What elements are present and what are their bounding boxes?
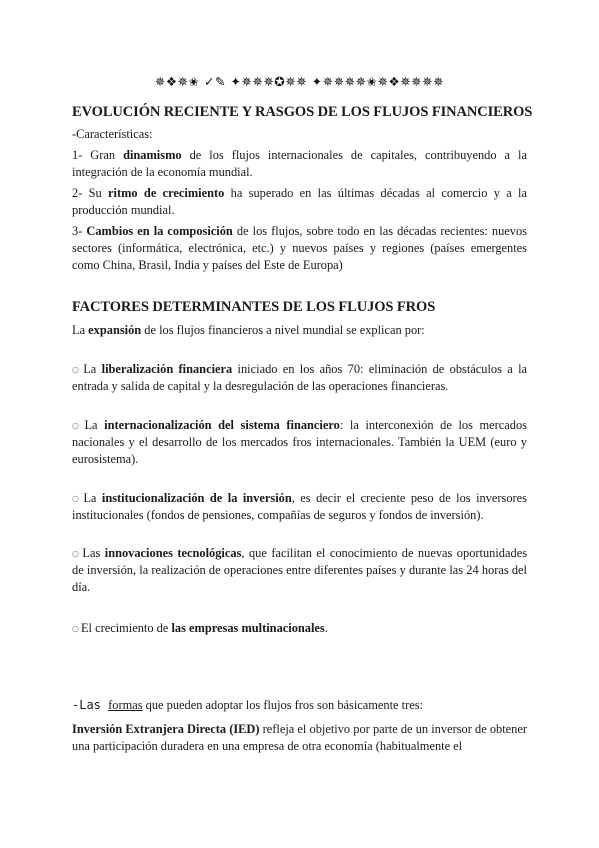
circle-bullet-icon: ○ xyxy=(72,624,79,633)
list-item: ○ La liberalización financiera iniciado en los años 70: eliminación de obstáculos a la entrada y salida de capital y la desregulación de las operaciones financieras. xyxy=(72,362,528,393)
circle-bullet-icon: ○ xyxy=(72,549,81,558)
list-item: 1- Gran dinamismo de los flujos internacionales de capitales, contribuyendo a la integración de la economía mundial. xyxy=(72,148,527,179)
list-item: 2- Su ritmo de crecimiento ha superado en las últimas décadas al comercio y a la producción mundial. xyxy=(72,186,527,217)
symbol-title-line: ✵❖✵✬ ✓✎ ✦✵✵✵✪✵✵ ✦✵✵✵✵✬✵❖✵✵✵✵ xyxy=(154,74,445,89)
list-item: ○ El crecimiento de las empresas multinacionales. xyxy=(72,621,328,635)
circle-bullet-icon: ○ xyxy=(72,365,82,374)
section-heading-factores: FACTORES DETERMINANTES DE LOS FLUJOS FROS xyxy=(72,299,436,315)
list-item: ○ La internacionalización del sistema financiero: la interconexión de los mercados nacionales y el desarrollo de los mercados fros internacionales. También la UEM (euro y eurosistema). xyxy=(72,418,527,466)
formas-intro: -Las formas que pueden adoptar los flujos fros son básicamente tres: xyxy=(72,698,423,712)
factores-intro: La expansión de los flujos financieros a nivel mundial se explican por: xyxy=(72,323,425,337)
ied-paragraph: Inversión Extranjera Directa (IED) refleja el objetivo por parte de un inversor de obtener una participación duradera en una empresa de otra economía (habitualmente el xyxy=(72,722,527,753)
circle-bullet-icon: ○ xyxy=(72,494,82,503)
list-item: ○ Las innovaciones tecnológicas, que facilitan el conocimiento de nuevas oportunidades de inversión, la realización de operaciones entre diferentes países y durante las 24 horas del día. xyxy=(72,546,528,594)
list-item: ○ La institucionalización de la inversión, es decir el creciente peso de los inversores institucionales (fondos de pensiones, compañías de seguros y fondos de inversión). xyxy=(72,491,528,522)
list-item: 3- Cambios en la composición de los flujos, sobre todo en las décadas recientes: nuevos sectores (informática, electrónica, etc.) y nuevos países y regiones (países emergentes como China, Brasil, India y países del Este de Europa) xyxy=(72,224,527,272)
circle-bullet-icon: ○ xyxy=(72,421,83,430)
caracteristicas-label: -Características: xyxy=(72,127,153,141)
section-heading-evolucion: EVOLUCIÓN RECIENTE Y RASGOS DE LOS FLUJOS FINANCIEROS xyxy=(72,104,533,120)
